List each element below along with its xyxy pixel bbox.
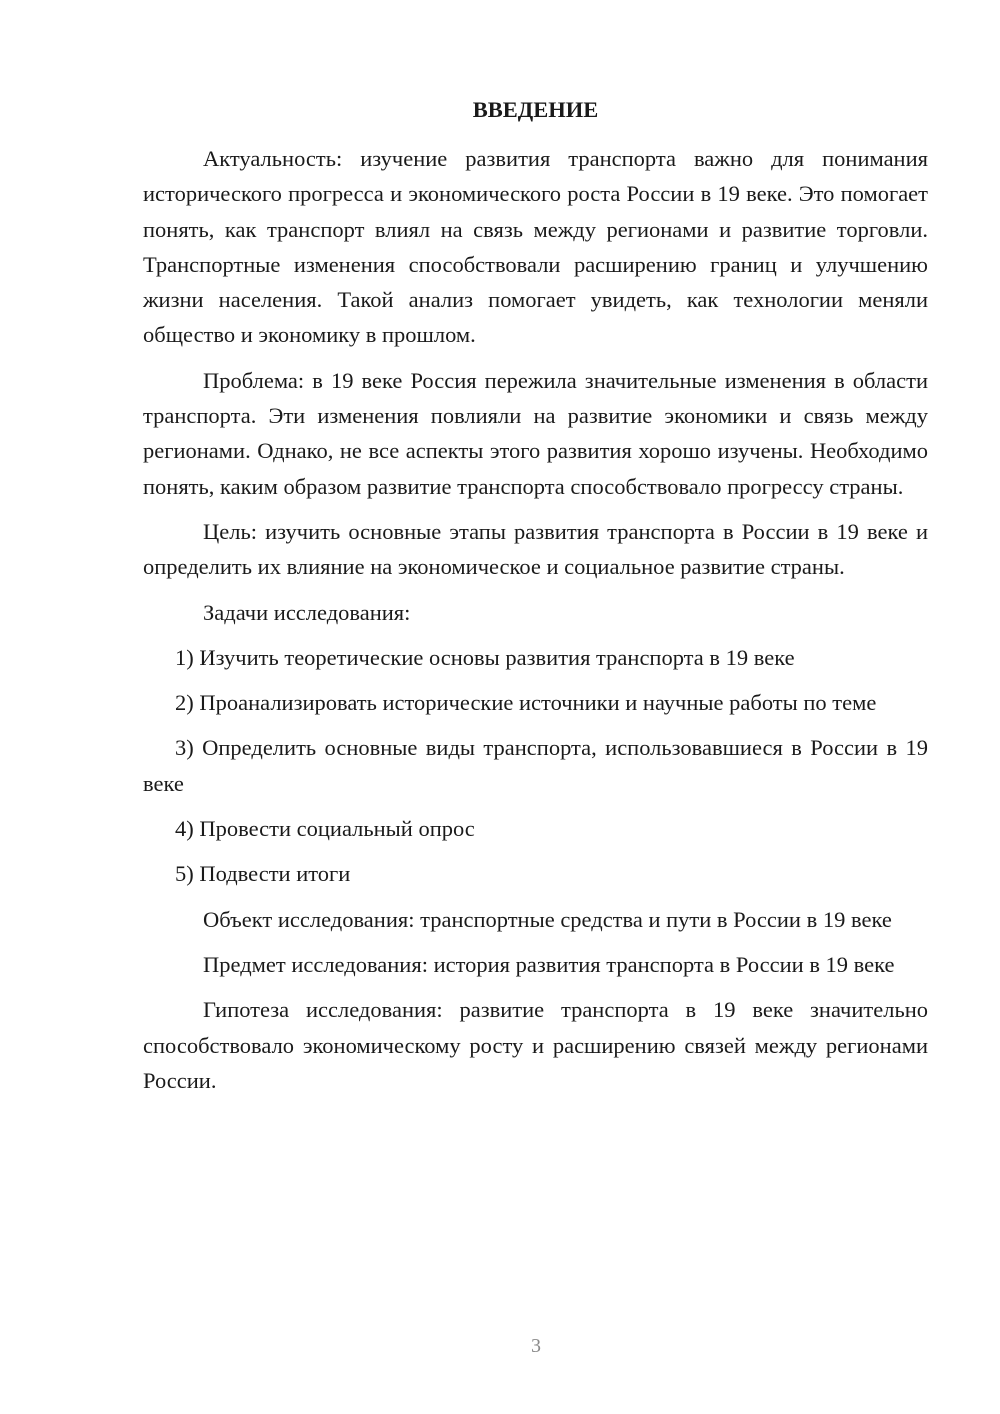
subject-paragraph: Предмет исследования: история развития транспорта в России в 19 веке — [203, 951, 895, 977]
hypothesis-paragraph: Гипотеза исследования: развитие транспорта в 19 веке значительно способствовало экономическому росту и расширению связей между регионами России. — [143, 997, 928, 1093]
goal-paragraph: Цель: изучить основные этапы развития транспорта в России в 19 веке и определить их влияние на экономическое и социальное развитие страны. — [143, 518, 928, 580]
task-item-1: 1) Изучить теоретические основы развития транспорта в 19 веке — [175, 644, 795, 670]
page-number: 3 — [531, 1335, 541, 1357]
section-title: ВВЕДЕНИЕ — [472, 97, 599, 122]
tasks-list — [143, 640, 928, 892]
tasks-heading: Задачи исследования: — [203, 599, 411, 625]
task-item-2: 2) Проанализировать исторические источники и научные работы по теме — [175, 690, 877, 716]
problem-paragraph: Проблема: в 19 веке Россия пережила значительные изменения в области транспорта. Эти изменения повлияли на развитие экономики и связь между регионами. Однако, не все аспекты этого развития хорошо изучены. Необходимо понять, каким образом развитие транспорта способствовало прогрессу страны. — [143, 367, 928, 499]
task-item-5: 5) Подвести итоги — [175, 861, 351, 887]
object-paragraph: Объект исследования: транспортные средства и пути в России в 19 веке — [203, 906, 892, 932]
task-item-4: 4) Провести социальный опрос — [175, 816, 475, 842]
relevance-paragraph: Актуальность: изучение развития транспорта важно для понимания исторического прогресса и экономического роста России в 19 веке. Это помогает понять, как транспорт влиял на связь между регионами и развитие торговли. Транспортные изменения способствовали расширению границ и улучшению жизни населения. Такой анализ помогает увидеть, как технологии меняли общество и экономику в прошлом. — [143, 146, 928, 348]
document-body — [143, 92, 928, 1108]
task-item-3: 3) Определить основные виды транспорта, использовавшиеся в России в 19 веке — [143, 735, 928, 796]
